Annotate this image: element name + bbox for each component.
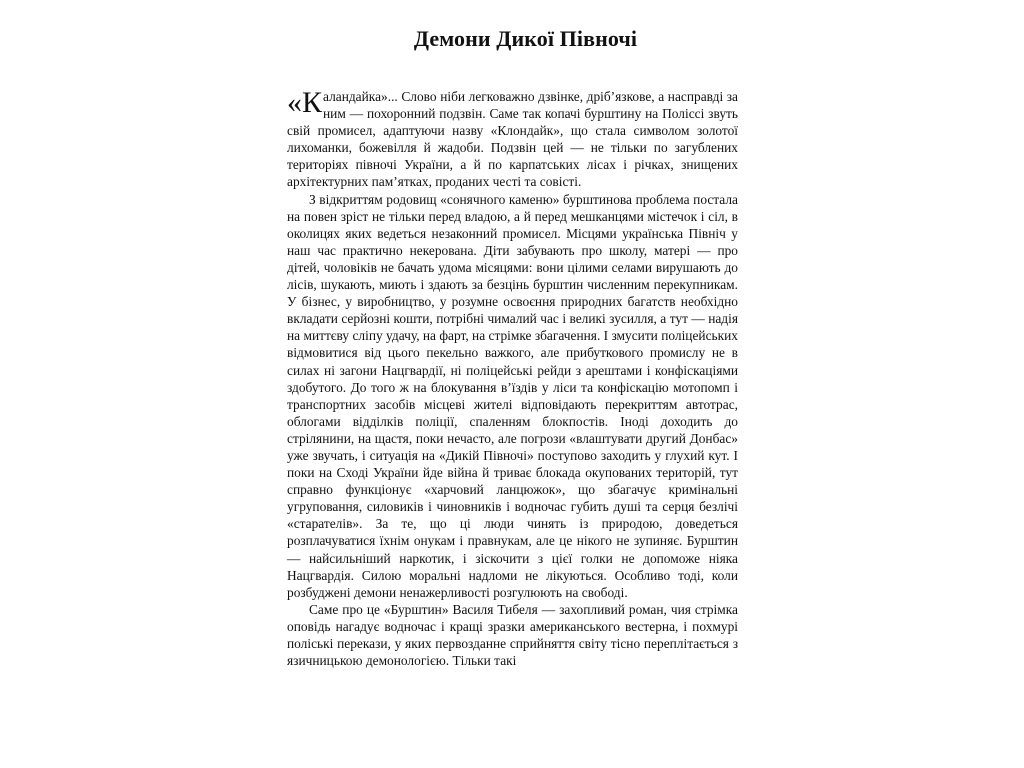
paragraph-1 bbox=[287, 88, 738, 191]
paragraph-2: З відкриттям родовищ «сонячного каменю» бурштинова проблема постала на повен зріст не тільки перед владою, а й перед мешканцями містечок і сіл, в околицях яких ведеться незаконний промисел. Місцями українська Північ у наш час практично некерована. Діти забувають про школу, матері — про дітей, чоловіків не бачать удома місяцями: вони цілими селами вирушають до лісів, шукають, миють і здають за безцінь бурштин численним перекупникам. У бізнес, у виробництво, у розумне освоєння природних багатств необхідно вкладати серйозні кошти, потрібні чималий час і великі зусилля, а тут — надія на миттєву сліпу удачу, на фарт, на стрімке збагачення. І змусити поліцейських відмовитися від цього пекельно важкого, але прибуткового промислу не в силах ні загони Нацгвардії, ні поліцейські рейди з арештами і конфіскаціями здобутого. До того ж на блокування в’їздів у ліси та конфіскацію мотопомп і транспортних засобів місцеві жителі відповідають перекриттям автотрас, облогами відділків поліції, спаленням блокпостів. Іноді доходить до стрілянини, на щастя, поки нечасто, але погрози «влаштувати другий Донбас» уже звучать, і ситуація на «Дикій Півночі» поступово заходить у глухий кут. І поки на Сході України йде війна й триває блокада окупованих територій, тут справно функціонує «харчовий ланцюжок», що збагачує кримінальні угруповання, силовиків і чиновників і водночас губить душі та серця безлічі «старателів». За те, що ці люди чинять із природою, доведеться розплачуватися їхнім онукам і правнукам, але це нікого не зупиняє. Бурштин — найсильніший наркотик, і зіскочити з цієї голки не допоможе ніяка Нацгвардія. Силою моральні надломи не лікуються. Особливо тоді, коли розбуджені демони ненажерливості розгулюють на свободі. bbox=[287, 191, 738, 600]
page-title: Демони Дикої Півночі bbox=[413, 26, 638, 51]
article-body bbox=[287, 88, 738, 669]
paragraph-3: Саме про це «Бурштин» Василя Тибеля — захопливий роман, чия стрімка оповідь нагадує водночас і кращі зразки американського вестерна, і похмурі поліські перекази, у яких первозданне сприйняття світу тісно переплітається з язичницькою демонологією. Тільки такі bbox=[287, 601, 738, 669]
paragraph-1-text: аландайка»... Слово ніби легковажно дзвінке, дріб’язкове, а насправді за ним — похоронний подзвін. Саме так копачі бурштину на Поліссі звуть свій промисел, адаптуючи назву «Клондайк», що стала символом золотої лихоманки, божевілля й жадоби. Подзвін цей — не тільки по загублених територіях півночі України, а й по карпатських лісах і річках, знищених архітектурних пам’ятках, проданих честі та совісті. bbox=[287, 89, 738, 190]
drop-cap: «К bbox=[287, 86, 323, 119]
